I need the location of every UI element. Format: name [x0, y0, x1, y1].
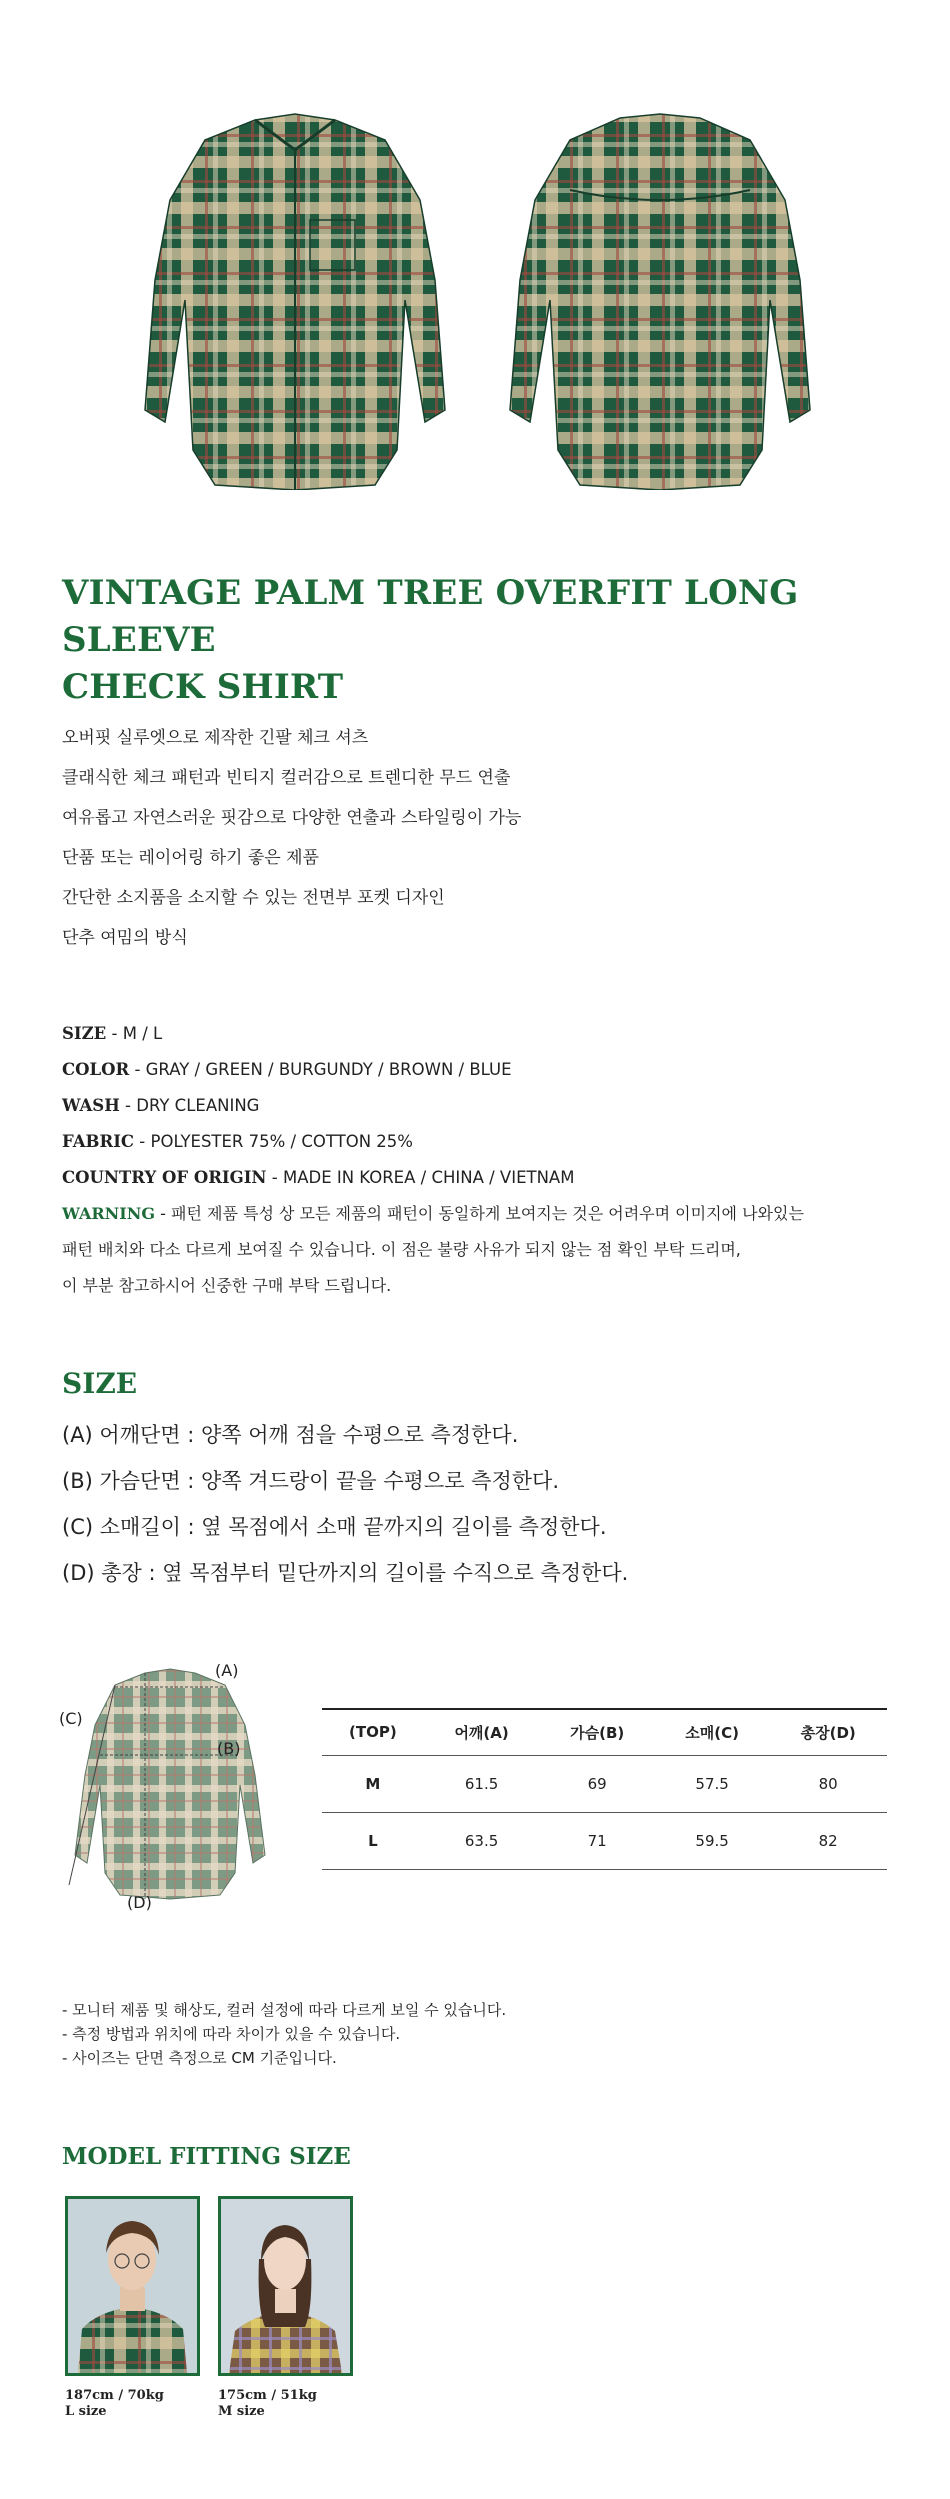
product-title-line2: CHECK SHIRT [62, 667, 344, 707]
spec-fabric [62, 1124, 892, 1160]
table-cell: 61.5 [424, 1755, 540, 1812]
description-line: 클래식한 체크 패턴과 빈티지 컬러감으로 트렌디한 무드 연출 [62, 768, 511, 788]
spec-wash [62, 1088, 892, 1124]
model-card-male [65, 2196, 200, 2420]
spec-size-value: - M / L [106, 1024, 163, 1043]
shirt-back-image [500, 110, 820, 490]
spec-origin [62, 1160, 892, 1196]
note-line: - 사이즈는 단면 측정으로 CM 기준입니다. [62, 2049, 337, 2067]
table-cell: 57.5 [655, 1755, 769, 1812]
spec-color [62, 1052, 892, 1088]
product-title-line1: VINTAGE PALM TREE OVERFIT LONG SLEEVE [62, 573, 799, 660]
size-diagram-shirt [55, 1655, 285, 1915]
model-section-title: MODEL FITTING SIZE [62, 2143, 351, 2170]
spec-origin-value: - MADE IN KOREA / CHINA / VIETNAM [266, 1168, 575, 1187]
model-photo-female [218, 2196, 353, 2376]
diagram-label-b: (B) [217, 1739, 241, 1758]
size-measure-guide [62, 1412, 892, 1596]
table-cell: 80 [769, 1755, 887, 1812]
spec-warning-line1: - 패턴 제품 특성 상 모든 제품의 패턴이 동일하게 보여지는 것은 어려우며 이미지에 나와있는 [155, 1204, 804, 1223]
description-line: 단추 여밈의 방식 [62, 928, 188, 948]
size-table-header: 소매(C) [655, 1709, 769, 1755]
size-diagram [55, 1655, 285, 1915]
measure-line: (D) 총장 : 옆 목점부터 밑단까지의 길이를 수직으로 측정한다. [62, 1561, 629, 1585]
size-table-header: 가슴(B) [540, 1709, 655, 1755]
description-line: 간단한 소지품을 소지할 수 있는 전면부 포켓 디자인 [62, 888, 445, 908]
spec-warning [62, 1196, 892, 1232]
spec-size [62, 1016, 892, 1052]
measure-line: (A) 어깨단면 : 양쪽 어깨 점을 수평으로 측정한다. [62, 1423, 519, 1447]
table-row [322, 1812, 887, 1869]
table-cell: 71 [540, 1812, 655, 1869]
diagram-label-a: (A) [215, 1661, 239, 1680]
model-photo-male [65, 2196, 200, 2376]
spec-fabric-key: FABRIC [62, 1132, 135, 1151]
shirt-front-image [135, 110, 455, 490]
size-table-header-row [322, 1709, 887, 1755]
spec-origin-key: COUNTRY OF ORIGIN [62, 1168, 267, 1187]
size-table [322, 1708, 887, 1870]
table-row [322, 1755, 887, 1812]
description-line: 오버핏 실루엣으로 제작한 긴팔 체크 셔츠 [62, 728, 369, 748]
size-table-header: 어깨(A) [424, 1709, 540, 1755]
model-size: M size [218, 2404, 265, 2419]
diagram-label-d: (D) [127, 1893, 152, 1912]
spec-fabric-value: - POLYESTER 75% / COTTON 25% [134, 1132, 413, 1151]
note-line: - 모니터 제품 및 해상도, 컬러 설정에 따라 다르게 보일 수 있습니다. [62, 2001, 507, 2019]
spec-wash-key: WASH [62, 1096, 120, 1115]
model-caption-female [218, 2388, 353, 2420]
table-cell: 63.5 [424, 1812, 540, 1869]
spec-color-value: - GRAY / GREEN / BURGUNDY / BROWN / BLUE [129, 1060, 512, 1079]
spec-color-key: COLOR [62, 1060, 130, 1079]
table-cell: M [322, 1755, 424, 1812]
table-cell: 69 [540, 1755, 655, 1812]
spec-warning-line2: 패턴 배치와 다소 다르게 보여질 수 있습니다. 이 점은 불량 사유가 되지 않는 점 확인 부탁 드리며, [62, 1240, 741, 1259]
model-caption-male [65, 2388, 200, 2420]
spec-wash-value: - DRY CLEANING [119, 1096, 260, 1115]
model-card-female [218, 2196, 353, 2420]
description-line: 여유롭고 자연스러운 핏감으로 다양한 연출과 스타일링이 가능 [62, 808, 522, 828]
size-table-header: 총장(D) [769, 1709, 887, 1755]
size-table-header: (TOP) [322, 1709, 424, 1755]
model-size: L size [65, 2404, 107, 2419]
model-stats: 187cm / 70kg [65, 2388, 164, 2403]
spec-warning-key: WARNING [62, 1204, 156, 1223]
note-line: - 측정 방법과 위치에 따라 차이가 있을 수 있습니다. [62, 2025, 401, 2043]
spec-size-key: SIZE [62, 1024, 107, 1043]
table-cell: 59.5 [655, 1812, 769, 1869]
table-cell: L [322, 1812, 424, 1869]
measure-line: (C) 소매길이 : 옆 목점에서 소매 끝까지의 길이를 측정한다. [62, 1515, 607, 1539]
measure-line: (B) 가슴단면 : 양쪽 겨드랑이 끝을 수평으로 측정한다. [62, 1469, 559, 1493]
spec-warning-line3: 이 부분 참고하시어 신중한 구매 부탁 드립니다. [62, 1276, 392, 1295]
table-cell: 82 [769, 1812, 887, 1869]
description-line: 단품 또는 레이어링 하기 좋은 제품 [62, 848, 319, 868]
size-section-title: SIZE [62, 1367, 138, 1400]
size-notes [62, 1998, 862, 2070]
product-title [62, 570, 882, 711]
product-specs [62, 1016, 892, 1304]
diagram-label-c: (C) [59, 1709, 83, 1728]
product-description [62, 718, 862, 958]
model-stats: 175cm / 51kg [218, 2388, 317, 2403]
